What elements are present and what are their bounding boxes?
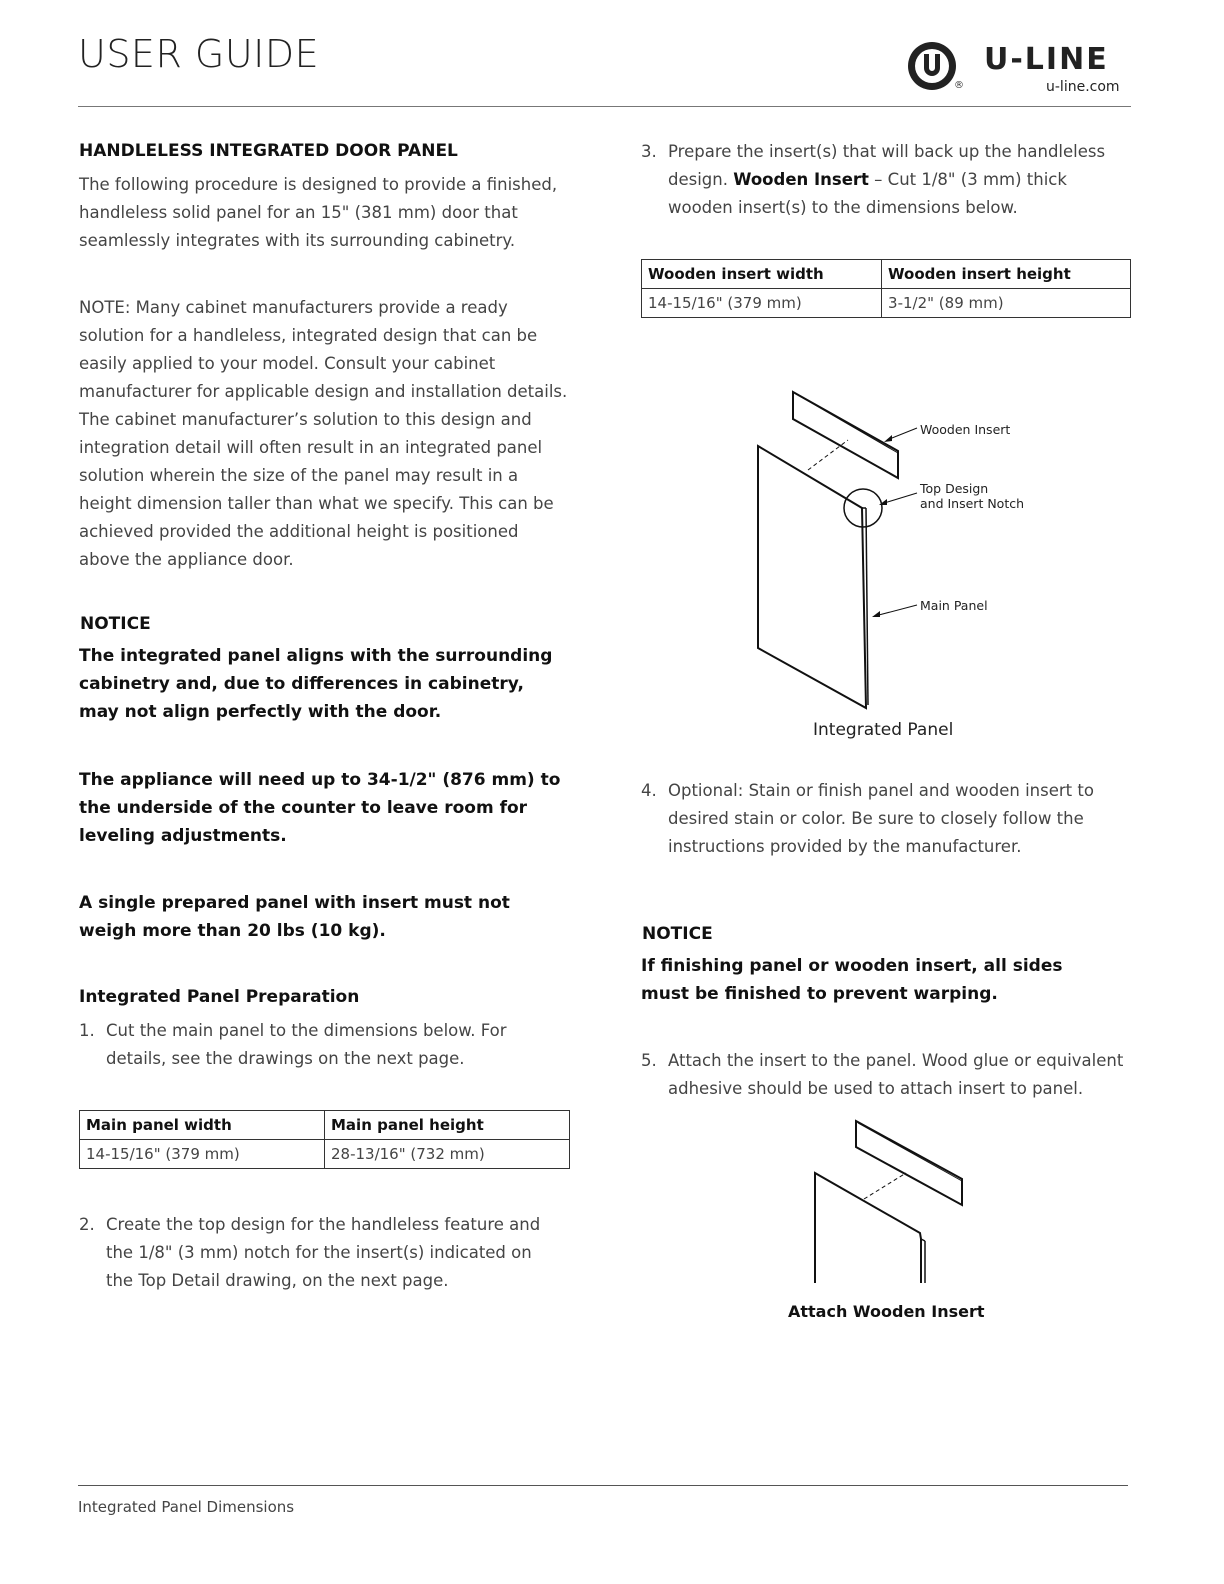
table-header: Main panel width [80,1111,325,1140]
step-4 [641,777,1121,861]
step-3 [641,138,1121,222]
table-header: Wooden insert width [642,260,882,289]
registered-mark: ® [954,80,964,91]
brand-name: U-LINE [984,42,1109,77]
label-top-design: Top Design [920,481,989,496]
wooden-insert-shape [793,392,898,478]
table-header: Main panel height [325,1111,570,1140]
section-title: HANDLELESS INTEGRATED DOOR PANEL [79,141,458,161]
step-number: 1. [79,1021,95,1040]
notice-finishing: If finishing panel or wooden insert, all sides must be finished to prevent warping. [641,956,1063,1004]
step-text [668,138,1121,222]
footer-divider [78,1485,1128,1486]
prep-heading: Integrated Panel Preparation [79,987,360,1007]
step-number: 2. [79,1215,95,1234]
page-title: USER GUIDE [78,32,320,76]
notice-heading: NOTICE [80,614,151,634]
main-panel-shape [815,1173,921,1283]
main-panel-shape [758,446,866,708]
step-text-part: – Cut 1/8" (3 mm) thick wooden insert(s) to the dimensions below. [668,170,1067,217]
step-text: Create the top design for the handleless feature and the 1/8" (3 mm) notch for the insert(s) indicated on the Top Detail drawing, on the next page. [106,1215,541,1290]
step-text: Optional: Stain or finish panel and wooden insert to desired stain or color. Be sure to closely follow the instructions provided by the manufacturer. [668,781,1094,856]
table-header: Wooden insert height [882,260,1131,289]
notice-height: The appliance will need up to 34-1/2" (876 mm) to the underside of the counter to leave room for leveling adjustments. [79,770,561,846]
insert-table [641,259,1131,318]
step-number: 5. [641,1051,657,1070]
attach-insert-diagram [800,1115,980,1290]
table-cell: 14-15/16" (379 mm) [80,1140,325,1169]
label-insert-notch: and Insert Notch [920,496,1025,511]
notice-alignment: The integrated panel aligns with the surrounding cabinetry and, due to differences in cabinetry, may not align perfectly with the door. [79,646,553,722]
notice-heading: NOTICE [642,924,713,944]
step-1 [79,1017,569,1073]
step-2 [79,1211,559,1295]
footer-text: Integrated Panel Dimensions [78,1498,295,1516]
main-panel-table [79,1110,570,1169]
step-number: 4. [641,781,657,800]
table-cell: 3-1/2" (89 mm) [882,289,1131,318]
label-wooden-insert: Wooden Insert [920,422,1011,437]
figure-caption: Attach Wooden Insert [788,1302,985,1321]
step-text: Cut the main panel to the dimensions below. For details, see the drawings on the next page. [106,1021,507,1068]
figure-caption: Integrated Panel [813,720,954,740]
brand-url: u-line.com [1046,79,1120,95]
intro-paragraph: The following procedure is designed to provide a finished, handleless solid panel for an 15" (381 mm) door that seamlessly integrates with its surrounding cabinetry. [79,175,558,250]
step-text: Attach the insert to the panel. Wood glue or equivalent adhesive should be used to attach insert to panel. [668,1051,1124,1098]
notice-weight: A single prepared panel with insert must not weigh more than 20 lbs (10 kg). [79,893,510,941]
wooden-insert-shape [856,1121,962,1205]
table-cell: 14-15/16" (379 mm) [642,289,882,318]
note-paragraph: NOTE: Many cabinet manufacturers provide a ready solution for a handleless, integrated design that can be easily applied to your model. Consult your cabinet manufacturer for applicable design and installation details. The cabinet manufacturer’s solution to this design and integration detail will often result in an integrated panel solution wherein the size of the panel may result in a height dimension taller than what we specify. This can be achieved provided the additional height is positioned above the appliance door. [79,298,568,569]
header-divider [78,106,1131,107]
step-number: 3. [641,142,657,161]
step-text-part: Prepare the insert(s) that will back up the handleless design. [668,142,1106,189]
table-cell: 28-13/16" (732 mm) [325,1140,570,1169]
step-text-bold: Wooden Insert [733,170,869,189]
label-main-panel: Main Panel [920,598,988,613]
step-5 [641,1047,1131,1103]
